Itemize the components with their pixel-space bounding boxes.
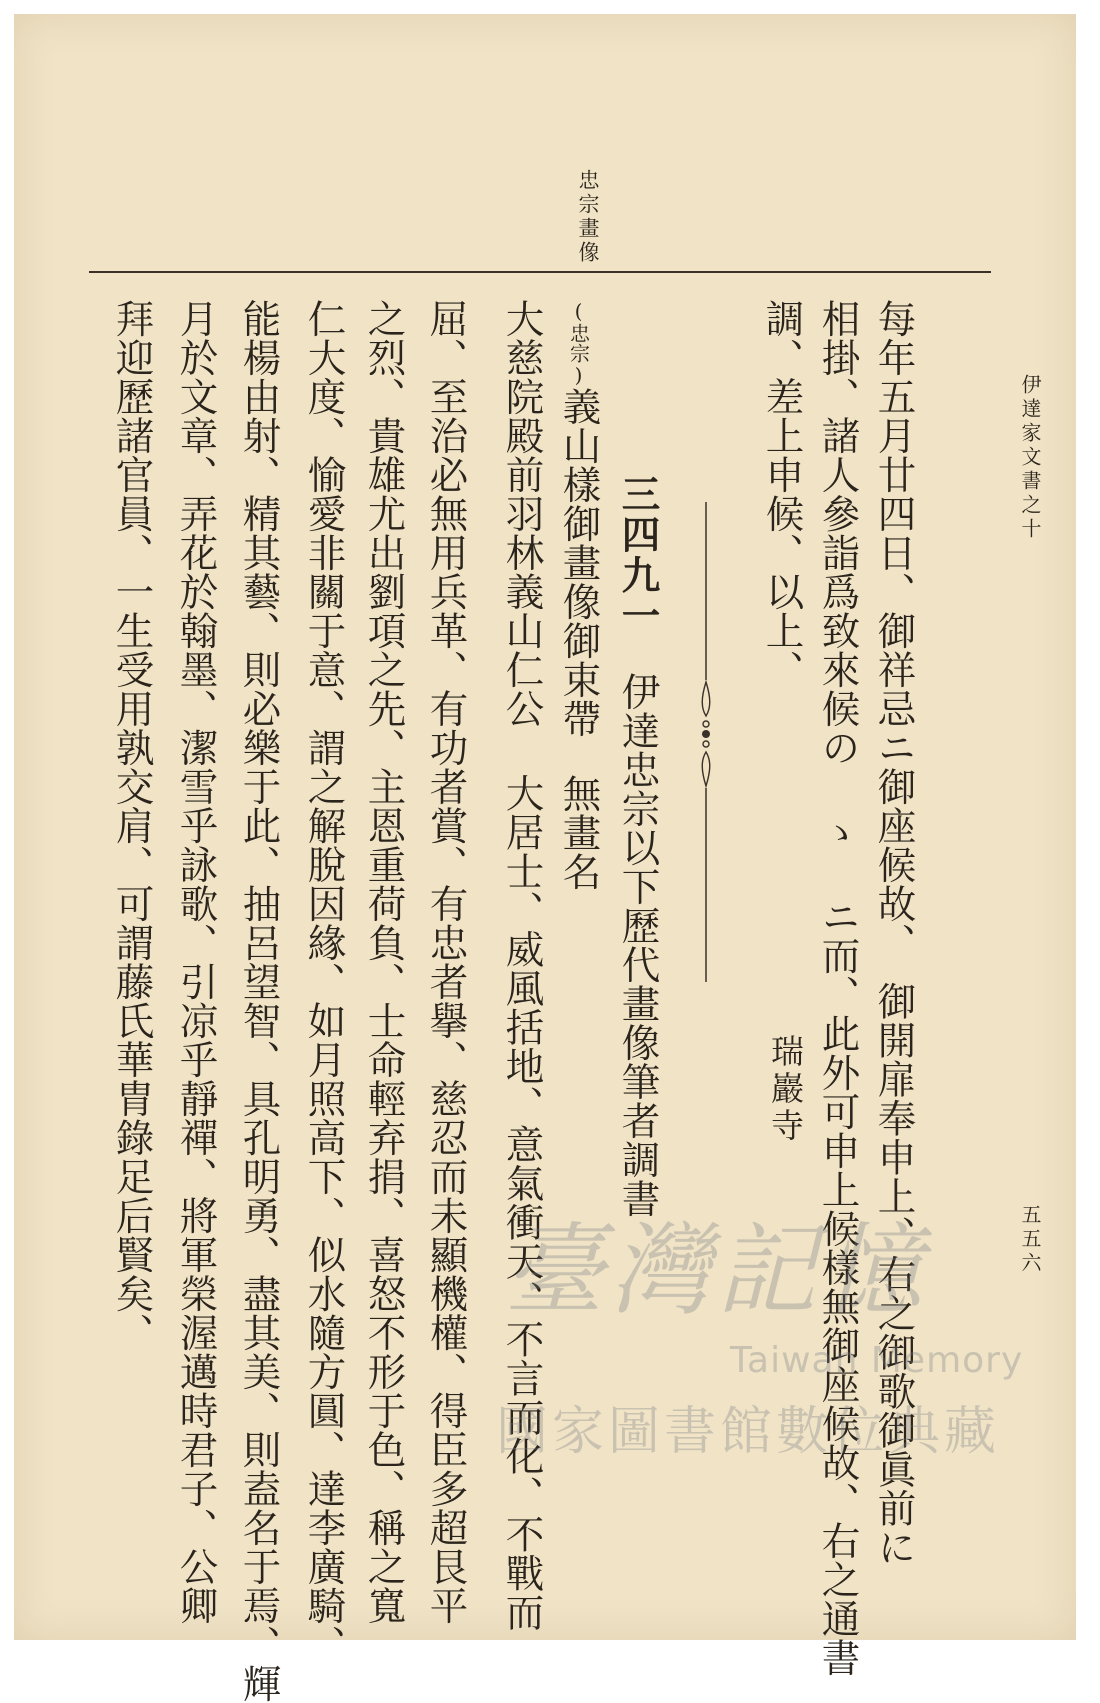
document-title: 伊達忠宗以下歷代畫像筆者調書 xyxy=(615,672,661,1218)
document-text-line: 大慈院殿前羽林義山仁公 大居士、威風括地、意氣衝天、不言而化、不戰而 xyxy=(499,299,545,1632)
document-subtitle xyxy=(556,299,602,891)
document-number: 三四九一 xyxy=(615,474,661,636)
document-text-line: 之烈、貴雄尤出劉項之先、主恩重荷負、士命輕弃捐、喜怒不形于色、稱之寬 xyxy=(361,299,407,1625)
document-text-line: 月於文章、弄花於翰墨、潔雪乎詠歌、引凉乎靜禪、將軍榮渥邁時君子、公卿 xyxy=(173,299,219,1625)
document-heading xyxy=(615,474,661,1218)
page-number: 五五六 xyxy=(1018,1204,1042,1276)
document-text-line: 屈、至治必無用兵革、有功者賞、有忠者擧、慈忍而未顯機權、得臣多超艮平 xyxy=(423,299,469,1625)
document-page xyxy=(14,14,1076,1703)
running-head: 伊達家文書之十 xyxy=(1018,374,1042,542)
previous-text-line: 每年五月廿四日、御祥忌ニ御座候故、 御開扉奉申上、右之御歌御眞前に xyxy=(871,299,917,1567)
subtitle-tail: 無畫名 xyxy=(556,774,602,891)
document-text-line: 仁大度、愉愛非關于意、謂之解脫因緣、如月照高下、似水隨方圓、達李廣騎、 xyxy=(301,299,347,1664)
subtitle-note: (忠宗) xyxy=(566,299,591,387)
previous-text-line: 調、差上申候、以上、 xyxy=(759,299,805,689)
margin-title: 忠宗畫像 xyxy=(576,169,600,265)
signature: 瑞巖寺 xyxy=(766,1034,805,1145)
watermark-institution-text: 國家圖書館數位典藏 xyxy=(496,1402,1001,1462)
document-text-line: 拜迎歷諸官員、一生受用孰交肩、可謂藤氏華胄錄足后賢矣、 xyxy=(109,299,155,1352)
watermark-logo-text: 臺灣記憶 xyxy=(504,1212,928,1329)
watermark-latin-text: Taiwan Memory xyxy=(730,1340,1024,1381)
document-text-line: 能楊由射、精其藝、則必樂于此、抽呂望智、具孔明勇、盡其美、則盍名于焉、輝 xyxy=(236,299,282,1703)
separator-ornament xyxy=(700,502,712,982)
subtitle-text: 義山樣御畫像御束帶 xyxy=(556,387,602,738)
margin-rule xyxy=(89,271,991,273)
previous-text-line: 相掛、諸人參詣爲致來候の ゝ ニ而、此外可申上候樣無御座候故、右之通書 xyxy=(815,299,861,1677)
